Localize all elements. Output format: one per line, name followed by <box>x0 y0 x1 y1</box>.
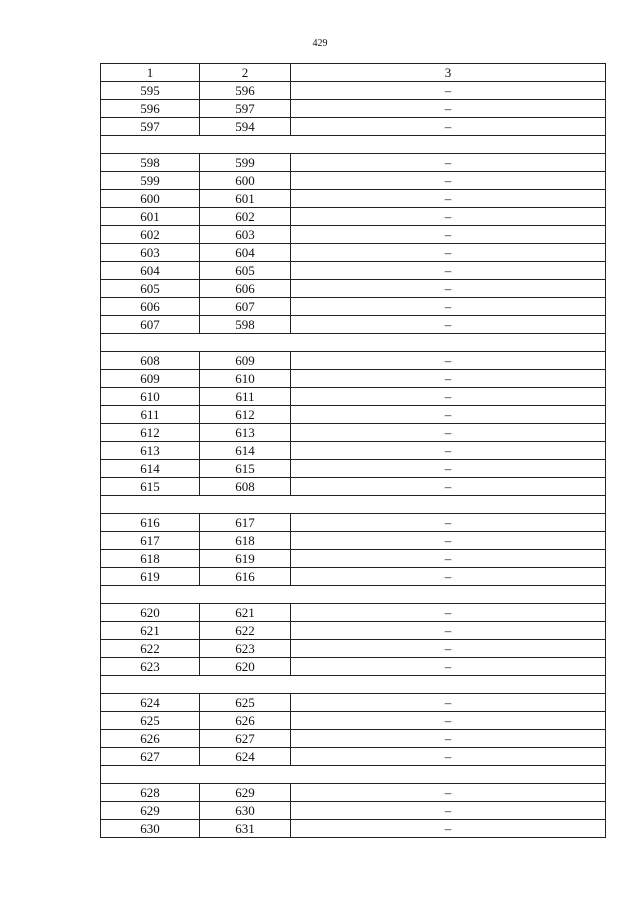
table-cell-col2: 620 <box>200 658 291 676</box>
table-cell-col3: – <box>291 550 606 568</box>
table-row <box>101 604 606 622</box>
table-cell-col2: 624 <box>200 748 291 766</box>
table-cell-col2: 599 <box>200 154 291 172</box>
table-cell-col2: 615 <box>200 460 291 478</box>
table-cell-col2: 608 <box>200 478 291 496</box>
table-cell-col2: 594 <box>200 118 291 136</box>
separator-cell <box>101 676 606 694</box>
table-cell-col1: 628 <box>101 784 200 802</box>
table-row <box>101 820 606 838</box>
table-row <box>101 730 606 748</box>
table-row <box>101 100 606 118</box>
table-cell-col3: – <box>291 298 606 316</box>
table-row <box>101 172 606 190</box>
separator-cell <box>101 334 606 352</box>
header-cell-3: 3 <box>291 64 606 82</box>
table-cell-col1: 601 <box>101 208 200 226</box>
table-row <box>101 478 606 496</box>
table-row <box>101 442 606 460</box>
table-cell-col2: 611 <box>200 388 291 406</box>
table-cell-col3: – <box>291 820 606 838</box>
separator-cell <box>101 496 606 514</box>
header-cell-1: 1 <box>101 64 200 82</box>
table-cell-col1: 607 <box>101 316 200 334</box>
data-table <box>100 63 606 838</box>
table-cell-col2: 603 <box>200 226 291 244</box>
table-cell-col1: 595 <box>101 82 200 100</box>
table-cell-col2: 597 <box>200 100 291 118</box>
table-cell-col2: 614 <box>200 442 291 460</box>
table-cell-col2: 606 <box>200 280 291 298</box>
table-cell-col3: – <box>291 532 606 550</box>
separator-cell <box>101 586 606 604</box>
table-row <box>101 622 606 640</box>
table-cell-col3: – <box>291 262 606 280</box>
table-cell-col2: 626 <box>200 712 291 730</box>
table-cell-col2: 601 <box>200 190 291 208</box>
table-cell-col1: 610 <box>101 388 200 406</box>
table-cell-col3: – <box>291 478 606 496</box>
table-cell-col2: 630 <box>200 802 291 820</box>
table-row <box>101 280 606 298</box>
table-cell-col3: – <box>291 748 606 766</box>
table-cell-col2: 619 <box>200 550 291 568</box>
table-cell-col1: 619 <box>101 568 200 586</box>
table-cell-col3: – <box>291 622 606 640</box>
table-cell-col3: – <box>291 460 606 478</box>
separator-cell <box>101 766 606 784</box>
table-cell-col2: 609 <box>200 352 291 370</box>
table-row <box>101 514 606 532</box>
page-number: 429 <box>312 38 328 49</box>
table-row <box>101 190 606 208</box>
table-row <box>101 316 606 334</box>
table-cell-col1: 612 <box>101 424 200 442</box>
table-cell-col2: 622 <box>200 622 291 640</box>
table-cell-col1: 611 <box>101 406 200 424</box>
table-cell-col1: 602 <box>101 226 200 244</box>
table-row <box>101 370 606 388</box>
table-cell-col1: 617 <box>101 532 200 550</box>
table-cell-col2: 629 <box>200 784 291 802</box>
table-row <box>101 550 606 568</box>
table-cell-col1: 605 <box>101 280 200 298</box>
table-cell-col1: 599 <box>101 172 200 190</box>
table-row <box>101 460 606 478</box>
table-cell-col1: 598 <box>101 154 200 172</box>
table-cell-col1: 621 <box>101 622 200 640</box>
table-cell-col1: 604 <box>101 262 200 280</box>
table-cell-col1: 613 <box>101 442 200 460</box>
table-cell-col2: 602 <box>200 208 291 226</box>
table-cell-col3: – <box>291 154 606 172</box>
table-cell-col3: – <box>291 118 606 136</box>
table-cell-col3: – <box>291 802 606 820</box>
table-cell-col3: – <box>291 172 606 190</box>
table-cell-col3: – <box>291 316 606 334</box>
table-cell-col3: – <box>291 424 606 442</box>
table-cell-col3: – <box>291 388 606 406</box>
table-cell-col3: – <box>291 352 606 370</box>
table-cell-col1: 629 <box>101 802 200 820</box>
table-cell-col3: – <box>291 694 606 712</box>
table-row <box>101 388 606 406</box>
table-cell-col3: – <box>291 514 606 532</box>
group-separator-row <box>101 136 606 154</box>
table-row <box>101 154 606 172</box>
table-cell-col1: 609 <box>101 370 200 388</box>
table-row <box>101 694 606 712</box>
group-separator-row <box>101 676 606 694</box>
table-cell-col1: 622 <box>101 640 200 658</box>
table-cell-col1: 618 <box>101 550 200 568</box>
table-cell-col1: 603 <box>101 244 200 262</box>
table-cell-col1: 597 <box>101 118 200 136</box>
table-cell-col2: 631 <box>200 820 291 838</box>
table-cell-col3: – <box>291 100 606 118</box>
table-cell-col1: 624 <box>101 694 200 712</box>
table-row <box>101 226 606 244</box>
table-row <box>101 424 606 442</box>
table-cell-col2: 625 <box>200 694 291 712</box>
table-cell-col3: – <box>291 208 606 226</box>
table-cell-col3: – <box>291 784 606 802</box>
header-row <box>101 64 606 82</box>
table-row <box>101 298 606 316</box>
table-cell-col3: – <box>291 712 606 730</box>
table-cell-col2: 610 <box>200 370 291 388</box>
table-row <box>101 712 606 730</box>
group-separator-row <box>101 496 606 514</box>
table-cell-col2: 605 <box>200 262 291 280</box>
table-cell-col2: 621 <box>200 604 291 622</box>
table-row <box>101 802 606 820</box>
table-cell-col3: – <box>291 730 606 748</box>
table-cell-col1: 600 <box>101 190 200 208</box>
table-cell-col1: 630 <box>101 820 200 838</box>
table-row <box>101 568 606 586</box>
table-cell-col3: – <box>291 82 606 100</box>
table-row <box>101 352 606 370</box>
table-row <box>101 748 606 766</box>
table-cell-col1: 623 <box>101 658 200 676</box>
table-cell-col3: – <box>291 658 606 676</box>
table-row <box>101 82 606 100</box>
table-cell-col3: – <box>291 640 606 658</box>
table-cell-col3: – <box>291 370 606 388</box>
table-cell-col1: 596 <box>101 100 200 118</box>
table-cell-col1: 616 <box>101 514 200 532</box>
table-cell-col1: 614 <box>101 460 200 478</box>
table-cell-col2: 607 <box>200 298 291 316</box>
table-row <box>101 244 606 262</box>
table-cell-col1: 608 <box>101 352 200 370</box>
table-cell-col2: 616 <box>200 568 291 586</box>
table-cell-col3: – <box>291 244 606 262</box>
table-row <box>101 640 606 658</box>
separator-cell <box>101 136 606 154</box>
table-cell-col1: 625 <box>101 712 200 730</box>
table-cell-col3: – <box>291 280 606 298</box>
header-cell-2: 2 <box>200 64 291 82</box>
table-cell-col3: – <box>291 568 606 586</box>
table-cell-col2: 627 <box>200 730 291 748</box>
table-row <box>101 658 606 676</box>
table-row <box>101 208 606 226</box>
table-row <box>101 262 606 280</box>
table-cell-col1: 626 <box>101 730 200 748</box>
table-cell-col1: 606 <box>101 298 200 316</box>
table-cell-col2: 613 <box>200 424 291 442</box>
table-row <box>101 532 606 550</box>
table-body <box>101 64 606 838</box>
table-cell-col3: – <box>291 226 606 244</box>
table-cell-col3: – <box>291 190 606 208</box>
table-cell-col3: – <box>291 604 606 622</box>
table-cell-col2: 600 <box>200 172 291 190</box>
group-separator-row <box>101 766 606 784</box>
table-row <box>101 406 606 424</box>
table-cell-col2: 596 <box>200 82 291 100</box>
table-cell-col1: 627 <box>101 748 200 766</box>
table-cell-col2: 618 <box>200 532 291 550</box>
table-cell-col2: 623 <box>200 640 291 658</box>
group-separator-row <box>101 586 606 604</box>
table-cell-col3: – <box>291 442 606 460</box>
table-cell-col1: 615 <box>101 478 200 496</box>
table-cell-col3: – <box>291 406 606 424</box>
table-cell-col2: 612 <box>200 406 291 424</box>
table-cell-col1: 620 <box>101 604 200 622</box>
table-cell-col2: 604 <box>200 244 291 262</box>
table-row <box>101 118 606 136</box>
table-cell-col2: 617 <box>200 514 291 532</box>
table-cell-col2: 598 <box>200 316 291 334</box>
group-separator-row <box>101 334 606 352</box>
table-row <box>101 784 606 802</box>
